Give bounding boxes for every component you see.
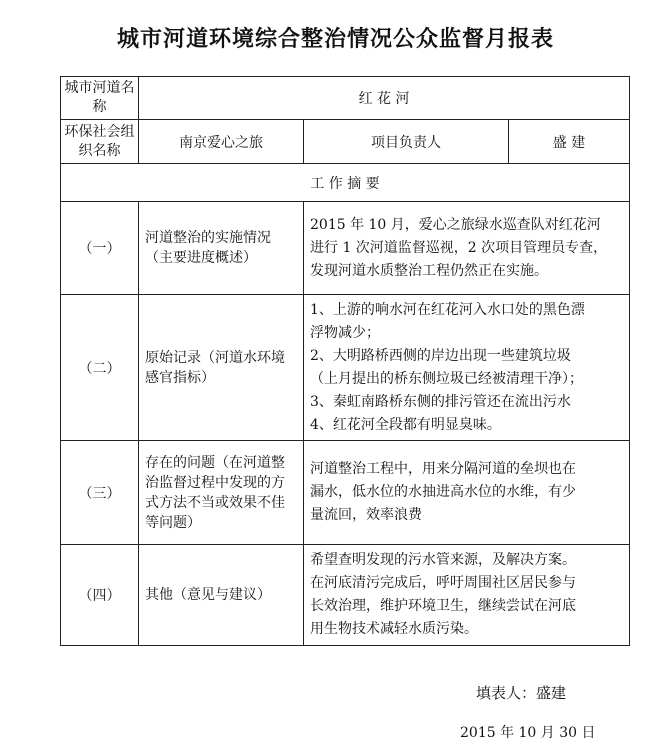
- section-label: 河道整治的实施情况（主要进度概述）: [139, 202, 304, 295]
- content-line: 1、上游的响水河在红花河入水口处的黑色漂: [310, 301, 585, 318]
- section-label: 原始记录（河道水环境感官指标）: [139, 295, 304, 441]
- section-label: 存在的问题（在河道整治监督过程中发现的方式方法不当或效果不佳等问题）: [139, 441, 304, 545]
- summary-header-row: [61, 164, 630, 202]
- content-line: 用生物技术减轻水质污染。: [310, 621, 478, 637]
- project-leader-label: 项目负责人: [304, 120, 509, 164]
- content-line: 漏水，低水位的水抽进高水位的水维，有少: [310, 484, 576, 500]
- report-date: 2015 年 10 月 30 日: [460, 725, 596, 741]
- organization-label: 环保社会组织名称: [61, 120, 139, 164]
- content-line: 长效治理，维护环境卫生，继续尝试在河底: [310, 598, 576, 614]
- section-number: （一）: [61, 202, 139, 295]
- content-line: 进行 1 次河道监督巡视，2 次项目管理员专查，: [310, 239, 608, 256]
- section-content: [304, 202, 630, 295]
- section-row: [61, 545, 630, 646]
- section-row: [61, 441, 630, 545]
- document-title: 城市河道环境综合整治情况公众监督月报表: [116, 27, 554, 52]
- form-filler: 填表人：盛建: [476, 684, 567, 702]
- section-number: （二）: [61, 295, 139, 441]
- content-line: 河道整治工程中，用来分隔河道的垒坝也在: [310, 461, 576, 477]
- organization-value: 南京爱心之旅: [139, 120, 304, 164]
- river-name-value: 红 花 河: [139, 77, 630, 120]
- content-line: 2015 年 10 月，爱心之旅绿水巡查队对红花河: [310, 216, 601, 233]
- section-row: [61, 202, 630, 295]
- section-row: [61, 295, 630, 441]
- section-number: （四）: [61, 545, 139, 646]
- section-content: [304, 295, 630, 441]
- content-line: 4、红花河全段都有明显臭味。: [310, 416, 501, 433]
- section-content: [304, 441, 630, 545]
- content-line: 在河底清污完成后，呼吁周围社区居民参与: [310, 575, 576, 591]
- project-leader-value: 盛 建: [509, 120, 630, 164]
- section-content: [304, 545, 630, 646]
- content-line: 浮物减少；: [310, 324, 380, 341]
- organization-row: [61, 120, 630, 164]
- content-line: （上月提出的桥东侧垃圾已经被清理干净）；: [310, 370, 583, 387]
- content-line: 2、大明路桥西侧的岸边出现一些建筑垃圾: [310, 347, 571, 364]
- work-summary-header: 工 作 摘 要: [61, 164, 630, 202]
- content-line: 希望查明发现的污水管来源，及解决方案。: [310, 552, 576, 568]
- content-line: 发现河道水质整治工程仍然正在实施。: [310, 262, 548, 279]
- content-line: 量流回，效率浪费: [310, 507, 422, 523]
- section-label: 其他（意见与建议）: [139, 545, 304, 646]
- report-form-table: [60, 76, 630, 646]
- river-name-row: [61, 77, 630, 120]
- content-line: 3、秦虹南路桥东侧的排污管还在流出污水: [310, 393, 571, 410]
- section-number: （三）: [61, 441, 139, 545]
- river-name-label: 城市河道名称: [61, 77, 139, 120]
